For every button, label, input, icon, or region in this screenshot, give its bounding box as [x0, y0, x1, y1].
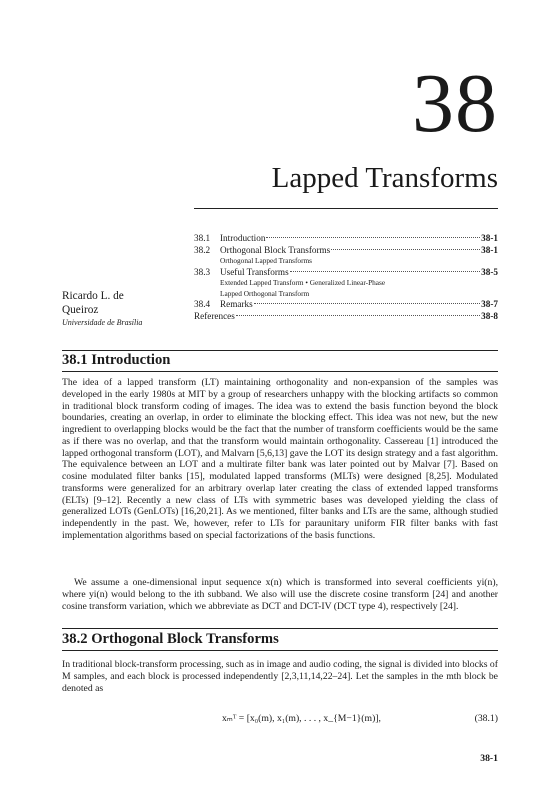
toc-leader	[331, 248, 480, 250]
title-rule	[194, 208, 498, 209]
toc-leader	[290, 270, 481, 272]
toc-page: 38-1	[481, 233, 498, 243]
toc-entry-38-4[interactable]	[194, 299, 498, 311]
section-rule	[62, 628, 498, 629]
toc-leader	[236, 314, 480, 316]
toc-page: 38-8	[481, 310, 498, 321]
toc-page: 38-5	[481, 266, 498, 277]
section-heading-introduction: 38.1 Introduction	[62, 352, 171, 368]
toc-page: 38-1	[481, 244, 498, 255]
toc-subentry: Extended Lapped Transform • Generalized Linear-Phase	[220, 278, 386, 288]
chapter-number: 38	[412, 57, 498, 150]
toc-title: References	[194, 310, 235, 321]
toc-title: Useful Transforms	[220, 266, 289, 277]
toc-leader	[266, 236, 480, 238]
paragraph: The idea of a lapped transform (LT) maintaining orthogonality and non-expansion of the samples was developed in the early 1980s at MIT by a group of researchers unhappy with the blocking artifacts so common in traditional block transform coding of images. The idea was to extend the basis function beyond the block boundaries, creating an overlap, in order to eliminate the blocking effect. This idea was not new, but the new ingredient to overlapping blocks would be the fact that the number of transform coefficients would be the same as if there was no overlap, and that the transform would maintain orthogonality. Cassereau [1] introduced the lapped orthogonal transform (LOT), and Malvarn [5,6,13] gave the LOT its design strategy and a fast algorithm. The equivalence between an LOT and a multirate filter bank was later pointed out by Malvar [7]. Based on cosine modulated filter banks [15], modulated lapped transforms (MLTs) were designed [8,25]. Modulated transforms were generalized for an arbitrary overlap later creating the class of extended lapped transforms (ELTs) [9–12]. Recently a new class of LTs with symmetric bases was developed yielding the class of generalized LOTs (GenLOTs) [16,20,21]. As we mentioned, filter banks and LTs are the same, although studied independently in the past. We, however, refer to LTs for paraunitary uniform FIR filter banks with fast implementation algorithms based on special factorizations of the basis functions.	[62, 377, 498, 541]
author-name-line2: Queiroz	[62, 303, 99, 316]
paragraph: In traditional block-transform processing, such as in image and audio coding, the signal is divided into blocks of M samples, and each block is processed independently [2,3,11,14,22–24]. Let the samples in the mth block be denoted as	[62, 659, 498, 694]
toc-entry-38-1[interactable]	[194, 233, 498, 245]
toc-entry-references[interactable]	[194, 311, 498, 323]
toc-number: 38.1	[194, 233, 211, 243]
toc-title: Orthogonal Block Transforms	[220, 244, 331, 255]
author-affiliation: Universidade de Brasília	[62, 318, 143, 328]
toc-page: 38-7	[481, 299, 498, 309]
author-block	[62, 290, 192, 327]
page-number: 38-1	[480, 753, 498, 764]
toc-entry-38-2[interactable]	[194, 245, 498, 257]
paragraph: We assume a one-dimensional input sequence x(n) which is transformed into several coefficients yi(n), where yi(n) would belong to the ith subband. We also will use the discrete cosine transform [24] and another cosine transform variation, which we abbreviate as DCT and DCT-IV (DCT type 4), respectively [24].	[62, 577, 498, 612]
toc-title: Introduction	[220, 233, 266, 243]
toc-title: Remarks	[220, 299, 253, 309]
toc-entry-38-3[interactable]	[194, 267, 498, 279]
toc-subentry: Orthogonal Lapped Transforms	[220, 256, 313, 266]
section-underline	[62, 650, 498, 651]
chapter-title: Lapped Transforms	[271, 162, 498, 194]
toc-number: 38.2	[194, 244, 211, 255]
section-rule	[62, 350, 498, 351]
toc-number: 38.3	[194, 266, 211, 277]
equation-content: xₘᵀ = [x₀(m), x₁(m), . . . , x_{M−1}(m)],	[222, 713, 381, 724]
equation-number: (38.1)	[474, 713, 498, 724]
toc-subentry: Lapped Orthogonal Transform	[220, 288, 310, 298]
toc-leader	[254, 302, 480, 304]
toc-number: 38.4	[194, 299, 211, 309]
section-heading-orthogonal-block-transforms: 38.2 Orthogonal Block Transforms	[62, 631, 279, 647]
table-of-contents	[194, 233, 498, 322]
section-underline	[62, 371, 498, 372]
author-name-line1: Ricardo L. de	[62, 290, 124, 302]
